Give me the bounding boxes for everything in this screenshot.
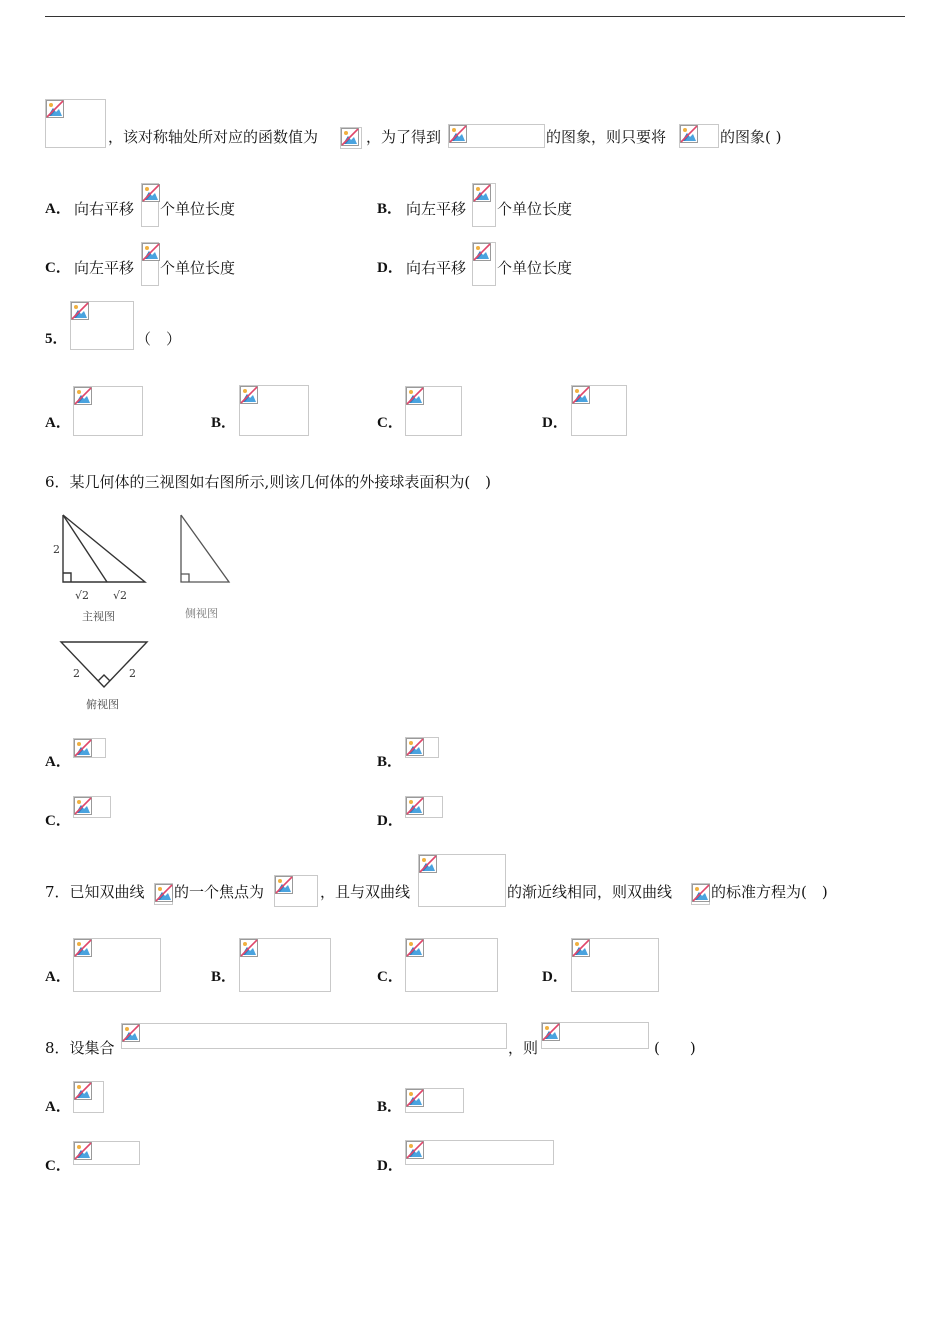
q4-option-d-prefix: 向右平移 (406, 259, 467, 277)
broken-image-icon (406, 939, 424, 957)
top-left-label: 2 (73, 667, 80, 680)
q8-option-c-label: C． (45, 1158, 71, 1174)
formula-image (571, 938, 659, 992)
q7-option-b-label: B． (211, 969, 237, 985)
side-view (181, 515, 229, 582)
formula-image (405, 938, 498, 992)
broken-image-icon (473, 184, 491, 202)
q6-option-c-label: C． (45, 813, 71, 829)
formula-image (73, 386, 143, 436)
formula-image (239, 938, 331, 992)
q8-option-a-label: A． (45, 1099, 71, 1115)
formula-image (691, 883, 710, 905)
q8-text-1: 8．设集合 (45, 1039, 115, 1057)
q7-option-c-label: C． (377, 969, 403, 985)
q5-option-d-label: D． (542, 415, 568, 431)
formula-image (73, 796, 111, 818)
broken-image-icon (74, 387, 92, 405)
q4-option-b-suffix: 个单位长度 (497, 200, 573, 218)
q6-option-b-label: B． (377, 754, 403, 770)
formula-image (70, 301, 134, 350)
broken-image-icon (74, 1142, 92, 1160)
q7-text-4: 的渐近线相同，则双曲线 (507, 883, 673, 901)
broken-image-icon (406, 738, 424, 756)
q4-text-4: 的图象( ) (720, 128, 782, 146)
q4-option-a-label: A． (45, 201, 71, 217)
broken-image-icon (71, 302, 89, 320)
front-height-label: 2 (53, 543, 60, 556)
q8-paren: ( ) (654, 1039, 696, 1057)
q4-text-3: 的图象，则只要将 (546, 128, 667, 146)
front-width-label-left: √2 (75, 589, 90, 602)
q7-option-a-label: A． (45, 969, 71, 985)
broken-image-icon (142, 184, 160, 202)
formula-image (405, 737, 439, 758)
formula-image (405, 1140, 554, 1165)
q5-option-c-label: C． (377, 415, 403, 431)
broken-image-icon (240, 939, 258, 957)
top-view (61, 642, 147, 687)
broken-image-icon (142, 243, 160, 261)
formula-image (45, 99, 106, 148)
formula-image (121, 1023, 507, 1049)
q4-option-c-prefix: 向左平移 (74, 259, 135, 277)
q8-option-d-label: D． (377, 1158, 403, 1174)
q7-text-5: 的标准方程为( ) (711, 883, 828, 901)
broken-image-icon (74, 797, 92, 815)
q6-option-a-label: A． (45, 754, 71, 770)
formula-image (141, 242, 159, 286)
q4-option-b-prefix: 向左平移 (406, 200, 467, 218)
broken-image-icon (542, 1023, 560, 1041)
q4-option-a-prefix: 向右平移 (74, 200, 135, 218)
q6-option-d-label: D． (377, 813, 403, 829)
broken-image-icon (572, 386, 590, 404)
formula-image (679, 124, 719, 148)
side-view-caption: 侧视图 (185, 607, 218, 620)
formula-image (472, 183, 496, 227)
broken-image-icon (46, 100, 64, 118)
formula-image (73, 1081, 104, 1113)
q4-option-c-suffix: 个单位长度 (160, 259, 236, 277)
q5-option-b-label: B． (211, 415, 237, 431)
formula-image (154, 883, 173, 905)
broken-image-icon (122, 1024, 140, 1042)
q7-option-d-label: D． (542, 969, 568, 985)
formula-image (73, 738, 106, 758)
header-rule (45, 16, 905, 17)
front-view-caption: 主视图 (82, 610, 115, 623)
broken-image-icon (341, 128, 359, 146)
q7-text-2: 的一个焦点为 (174, 883, 265, 901)
top-right-label: 2 (129, 667, 136, 680)
q4-text-2: ，为了得到 (366, 128, 442, 146)
q5-option-a-label: A． (45, 415, 71, 431)
broken-image-icon (692, 884, 710, 902)
broken-image-icon (406, 797, 424, 815)
broken-image-icon (406, 1141, 424, 1159)
broken-image-icon (275, 876, 293, 894)
formula-image (405, 1088, 464, 1113)
formula-image (405, 796, 443, 818)
formula-image (340, 127, 362, 149)
formula-image (418, 854, 506, 907)
formula-image (73, 938, 161, 992)
broken-image-icon (449, 125, 467, 143)
formula-image (274, 875, 318, 907)
q7-text-3: ，且与双曲线 (320, 883, 411, 901)
broken-image-icon (680, 125, 698, 143)
q6-text: 6．某几何体的三视图如右图所示,则该几何体的外接球表面积为( ) (45, 473, 492, 491)
broken-image-icon (74, 1082, 92, 1100)
q8-option-b-label: B． (377, 1099, 403, 1115)
q7-text-1: 7．已知双曲线 (45, 883, 145, 901)
q5-number: 5． (45, 331, 68, 347)
q4-option-b-label: B． (377, 201, 403, 217)
formula-image (472, 242, 496, 286)
q4-option-a-suffix: 个单位长度 (160, 200, 236, 218)
broken-image-icon (74, 739, 92, 757)
broken-image-icon (155, 884, 173, 902)
formula-image (541, 1022, 649, 1049)
top-view-caption: 俯视图 (86, 698, 119, 711)
broken-image-icon (74, 939, 92, 957)
formula-image (141, 183, 159, 227)
broken-image-icon (473, 243, 491, 261)
front-width-label-right: √2 (113, 589, 128, 602)
formula-image (73, 1141, 140, 1165)
three-view-figure (45, 505, 245, 715)
front-view (63, 515, 145, 582)
q4-option-d-label: D． (377, 260, 403, 276)
broken-image-icon (406, 1089, 424, 1107)
broken-image-icon (419, 855, 437, 873)
broken-image-icon (572, 939, 590, 957)
q5-paren: （ ） (136, 330, 182, 348)
broken-image-icon (406, 387, 424, 405)
formula-image (405, 386, 462, 436)
formula-image (571, 385, 627, 436)
q4-option-c-label: C． (45, 260, 71, 276)
q4-text-1: ，该对称轴处所对应的函数值为 (108, 128, 319, 146)
q8-text-2: ，则 (508, 1039, 539, 1057)
broken-image-icon (240, 386, 258, 404)
formula-image (239, 385, 309, 436)
q4-option-d-suffix: 个单位长度 (497, 259, 573, 277)
formula-image (448, 124, 545, 148)
